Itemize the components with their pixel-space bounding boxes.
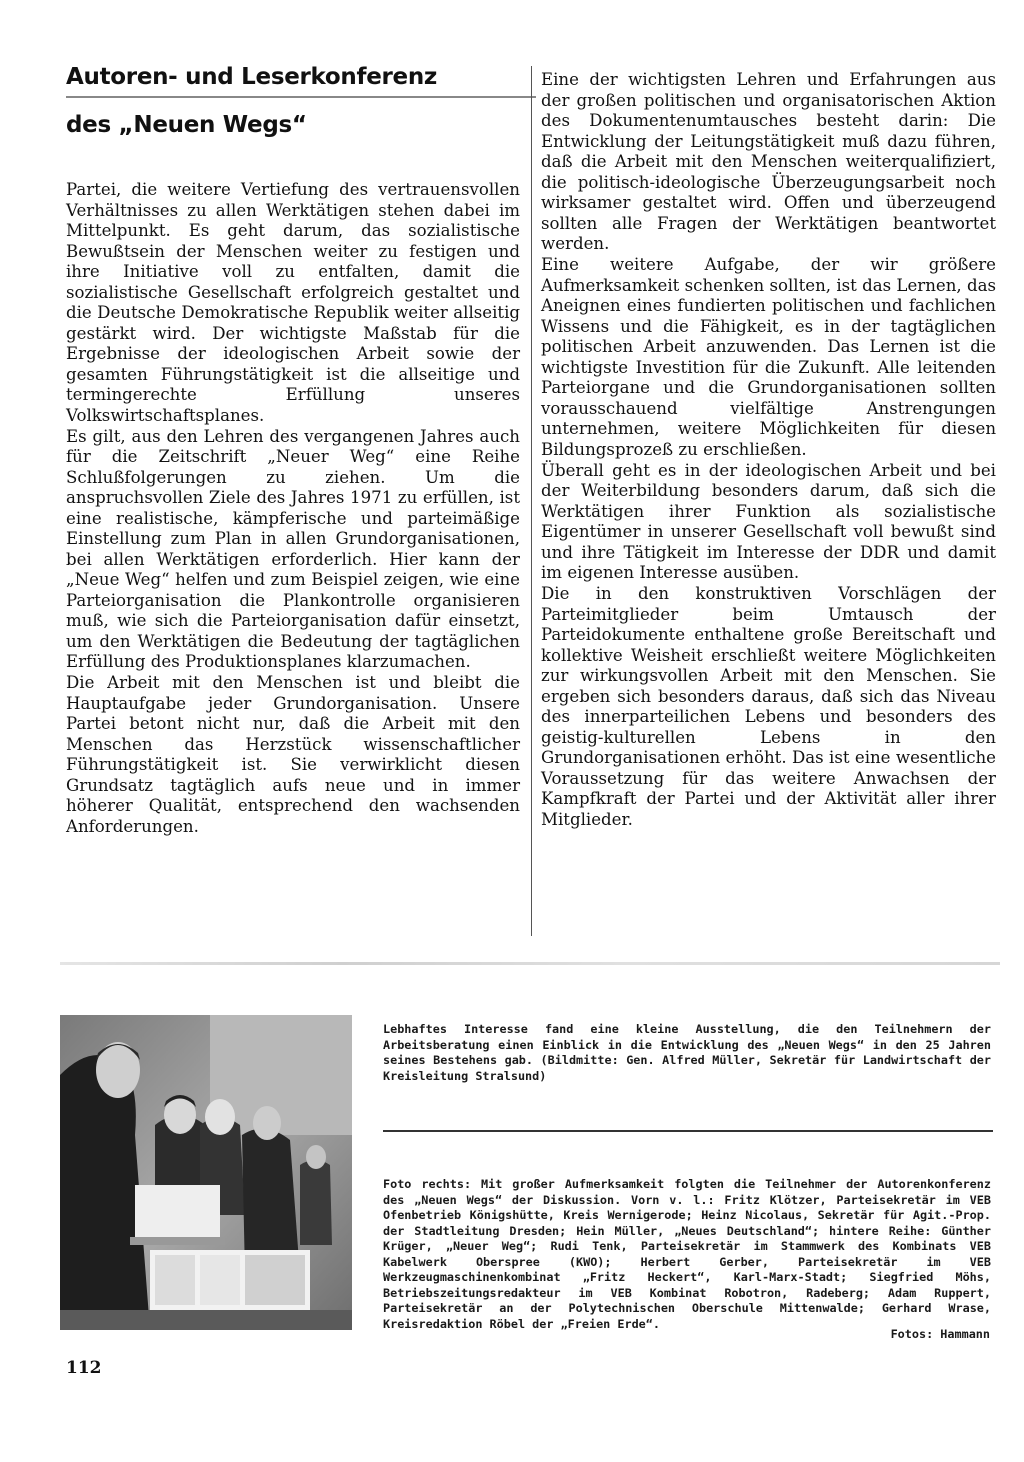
title-line-1: Autoren- und Leserkonferenz [66,64,438,90]
left-column [66,180,520,838]
page-number: 112 [66,1358,102,1378]
photo-credit: Fotos: Hammann [890,1327,990,1341]
article-title [66,64,530,139]
title-line-2: des „Neuen Wegs“ [66,112,307,139]
exhibition-photo [60,1015,352,1330]
column-divider [531,66,532,936]
photo-caption: Lebhaftes Interesse fand eine kleine Ausstellung, die den Teilnehmern der Arbeitsberatung einen Einblick in die Entwicklung des „Neuen Wegs“ in den 25 Jahren seines Bestehens gab. (Bildmitte: Gen. Alfred Müller, Sekretär für Landwirtschaft der Kreisleitung Stralsund) [383,1022,991,1083]
right-paragraph-4: Die in den konstruktiven Vorschlägen der Parteimitglieder beim Umtausch der Parteidokumente enthaltene große Bereitschaft und kollektive Weisheit erschließt weitere Möglichkeiten zur wirkungsvollen Arbeit mit den Menschen. Sie ergeben sich besonders daraus, daß sich das Niveau des innerparteilichen Lebens und besonders des geistig-kulturellen Lebens in den Grundorganisationen erhöht. Das ist eine wesentliche Voraussetzung für das weitere Anwachsen der Kampfkraft der Partei und der Aktivität aller ihrer Mitglieder. [541,584,996,829]
photo-caption-right: Foto rechts: Mit großer Aufmerksamkeit folgten die Teilnehmer der Autorenkonferenz des „Neuen Wegs“ der Diskussion. Vorn v. l.: Fritz Klötzer, Parteisekretär im VEB Ofenbetrieb Königshütte, Kreis Wernigerode; Heinz Nicolaus, Sekretär für Agit.-Prop. der Stadtleitung Dresden; Hein Müller, „Neues Deutschland“; hintere Reihe: Günther Krüger, „Neuer Weg“; Rudi Tenk, Parteisekretär im Stammwerk des Kombinats VEB Kabelwerk Oberspree (KWO); Herbert Gerber, Parteisekretär im VEB Werkzeugmaschinenkombinat „Fritz Heckert“, Karl-Marx-Stadt; Siegfried Möhs, Betriebszeitungsredakteur im VEB Kombinat Robotron, Radeberg; Adam Ruppert, Parteisekretär an der Polytechnischen Oberschule Mittenwalde; Gerhard Wrase, Kreisredaktion Röbel der „Freien Erde“. [383,1177,991,1331]
right-paragraph-3: Überall geht es in der ideologischen Arbeit und bei der Weiterbildung besonders darum, daß sich die Werktätigen ihrer Funktion als sozialistische Eigentümer in unserer Gesellschaft voll bewußt sind und ihre Tätigkeit im Interesse der DDR und damit im eigenen Interesse ausüben. [541,460,996,582]
left-paragraph-1: Partei, die weitere Vertiefung des vertrauensvollen Verhältnisses zu allen Werktätigen stehen dabei im Mittelpunkt. Es geht darum, das sozialistische Bewußtsein der Menschen weiter zu festigen und ihre Initiative voll zu entfalten, damit die sozialistische Gesellschaft erfolgreich gestaltet und die Deutsche Demokratische Republik weiter allseitig gestärkt wird. Der wichtigste Maßstab für die Ergebnisse der ideologischen Arbeit sowie der gesamten Führungstätigkeit ist die allseitige und termingerechte Erfüllung unseres Volkswirtschaftsplanes. [66,180,520,425]
left-paragraph-2: Es gilt, aus den Lehren des vergangenen Jahres auch für die Zeitschrift „Neuer Weg“ eine Reihe Schlußfolgerungen zu ziehen. Um die anspruchsvollen Ziele des Jahres 1971 zu erfüllen, ist eine realistische, kämpferische und parteimäßige Einstellung zum Plan in allen Grundorganisationen, bei allen Werktätigen erforderlich. Hier kann der „Neue Weg“ helfen und zum Beispiel zeigen, wie eine Parteiorganisation die Plankontrolle organisieren muß, wie sich die Parteiorganisation dafür einsetzt, um den Werktätigen die Bedeutung der tagtäglichen Erfüllung des Produktionsplanes klarzumachen. [66,426,520,671]
left-paragraph-3: Die Arbeit mit den Menschen ist und bleibt die Hauptaufgabe jeder Grundorganisation. Unsere Partei betont nicht nur, daß die Arbeit mit den Menschen das Herzstück wissenschaftlicher Führungstätigkeit ist. Sie verwirklicht diesen Grundsatz tagtäglich aufs neue und in immer höherer Qualität, entsprechend den wachsenden Anforderungen. [66,673,520,836]
right-column [541,70,996,831]
right-paragraph-2: Eine weitere Aufgabe, der wir größere Aufmerksamkeit schenken sollten, ist das Lernen, das Aneignen eines fundierten politischen und fachlichen Wissens und die Fähigkeit, es in der tagtäglichen politischen Arbeit anzuwenden. Das Lernen ist die wichtigste Investition für die Zukunft. Alle leitenden Parteiorgane und die Grundorganisationen sollten vorausschauend vielfältige Anstrengungen unternehmen, weitere Möglichkeiten für diesen Bildungsprozeß zu erschließen. [541,255,996,459]
title-divider [66,96,536,98]
right-paragraph-1: Eine der wichtigsten Lehren und Erfahrungen aus der großen politischen und organisatorischen Aktion des Dokumentenumtausches besteht darin: Die Entwicklung der Leitungstätigkeit muß dazu führen, daß die Arbeit mit den Menschen weiterqualifiziert, die politisch-ideologische Überzeugungsarbeit noch wirksamer gestaltet wird. Offen und überzeugend sollten alle Fragen der Werktätigen beantwortet werden. [541,70,996,253]
section-divider [60,962,1000,965]
caption-divider [383,1130,993,1132]
